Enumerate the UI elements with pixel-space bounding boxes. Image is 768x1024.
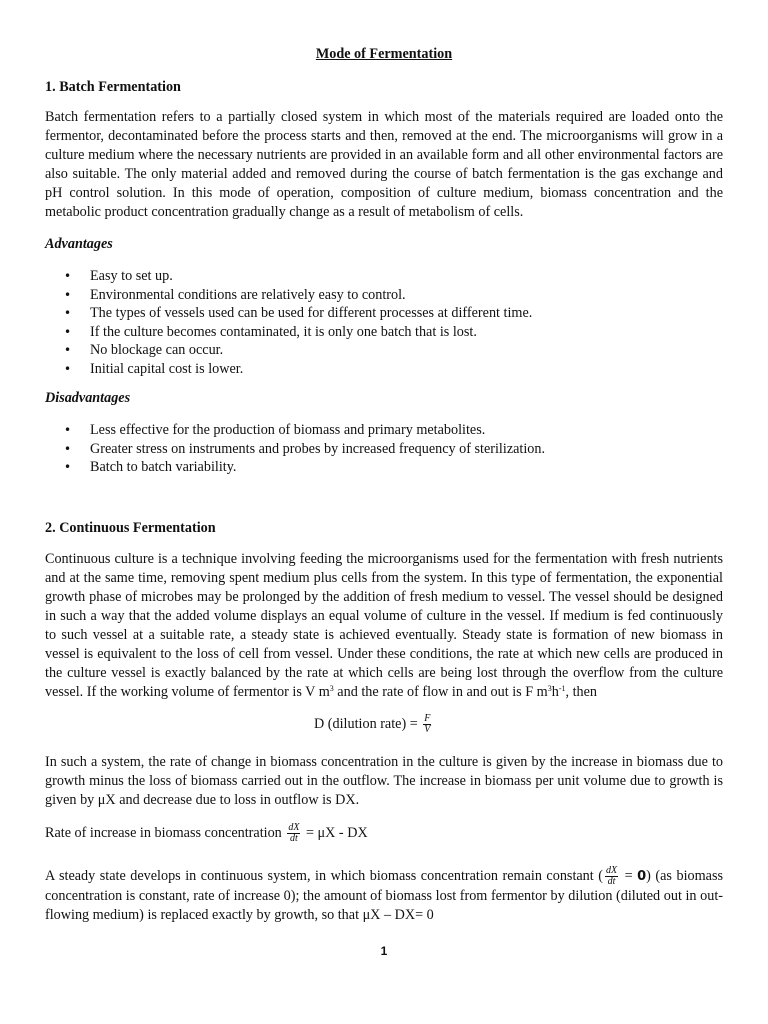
disadvantages-list <box>45 421 723 477</box>
dilution-fraction <box>423 714 431 735</box>
continuous-paragraph-1 <box>45 550 723 702</box>
cubic-superscript: 3 <box>547 684 552 693</box>
fraction-numerator: F <box>424 713 431 724</box>
list-item: • The types of vessels used can be used for different processes at different time. <box>45 304 723 323</box>
rate-label: Rate of increase in biomass concentration <box>45 824 286 841</box>
continuous-paragraph-3 <box>45 866 723 925</box>
disadvantages-heading: Disadvantages <box>45 390 131 406</box>
dilution-rate-equation <box>314 714 433 735</box>
steady-state-fraction <box>605 866 618 887</box>
fraction-numerator: dX <box>605 865 618 876</box>
rate-fraction <box>287 823 300 844</box>
fraction-denominator: dt <box>607 876 616 887</box>
hour-unit: h <box>551 684 559 700</box>
list-item: • Easy to set up. <box>45 267 723 286</box>
batch-heading: 1. Batch Fermentation <box>45 79 181 95</box>
rate-rhs: = μX - DX <box>302 824 368 841</box>
fraction-denominator: dt <box>289 833 298 844</box>
advantages-list <box>45 267 723 379</box>
list-item: • If the culture becomes contaminated, it is only one batch that is lost. <box>45 323 723 342</box>
equals-sign: = <box>620 867 638 884</box>
document-title: Mode of Fermentation <box>315 46 453 62</box>
continuous-heading: 2. Continuous Fermentation <box>45 520 216 536</box>
advantages-heading: Advantages <box>45 236 113 252</box>
inverse-superscript: -1 <box>558 684 566 693</box>
continuous-paragraph-1-mid: and the rate of flow in and out is F m <box>333 684 548 700</box>
rate-equation <box>45 823 368 844</box>
continuous-paragraph-1-end: , then <box>565 684 598 700</box>
zero-value: 0 <box>637 868 647 884</box>
continuous-paragraph-1-main: Continuous culture is a technique involving feeding the microorganisms used for the fermentation with fresh nutrients and at the same time, removing spent medium plus cells from the system. In this type of fermentation, the exponential growth phase of microbes may be prolonged by the addition of fresh medium to vessel. The vessel should be designed in such a way that the added volume displays an equal volume of culture in the vessel. If medium is fed continuously to such vessel at a suitable rate, a steady state is achieved eventually. Steady state is formation of new biomass in vessel is equivalent to the loss of cell from vessel. Under these conditions, the rate at which new cells are produced in the culture vessel is exactly balanced by the rate at which cells are being lost through the overflow from the culture vessel. If the working volume of fermentor is V m <box>45 551 723 700</box>
cubic-superscript: 3 <box>329 684 334 693</box>
dilution-rate-label: D (dilution rate) = <box>314 715 422 732</box>
list-item: • Environmental conditions are relatively easy to control. <box>45 286 723 305</box>
continuous-paragraph-2: In such a system, the rate of change in biomass concentration in the culture is given by the increase in biomass due to growth minus the loss of biomass carried out in the outflow. The increase in biomass per unit volume due to growth is given by μX and decrease due to loss in outflow is DX. <box>45 754 723 808</box>
list-item: • Batch to batch variability. <box>45 458 723 477</box>
paragraph-3-rest: ) (as biomass concentration is constant, rate of increase 0); the amount of biomass lost from fermentor by dilution (diluted out in out-flowing medium) is replaced exactly by growth, so that μX – DX= 0 <box>45 867 723 923</box>
page-number: 1 <box>380 944 388 958</box>
list-item: • Less effective for the production of biomass and primary metabolites. <box>45 421 723 440</box>
batch-paragraph: Batch fermentation refers to a partially closed system in which most of the materials required are loaded onto the fermentor, decontaminated before the process starts and then, removed at the end. The microorganisms will grow in a culture medium where the necessary nutrients are provided in an available form and all other environmental factors are also suitable. The only material added and removed during the course of batch fermentation is the gas exchange and pH control solution. In this mode of operation, composition of culture medium, biomass concentration and the metabolic product concentration gradually change as a result of metabolism of cells. <box>45 109 723 220</box>
list-item: • Initial capital cost is lower. <box>45 360 723 379</box>
list-item: • No blockage can occur. <box>45 341 723 360</box>
fraction-numerator: dX <box>288 822 300 833</box>
list-item: • Greater stress on instruments and probes by increased frequency of sterilization. <box>45 440 723 459</box>
paragraph-3-start: A steady state develops in continuous system, in which biomass concentration remain constant ( <box>45 867 603 884</box>
fraction-denominator: V <box>424 724 431 735</box>
